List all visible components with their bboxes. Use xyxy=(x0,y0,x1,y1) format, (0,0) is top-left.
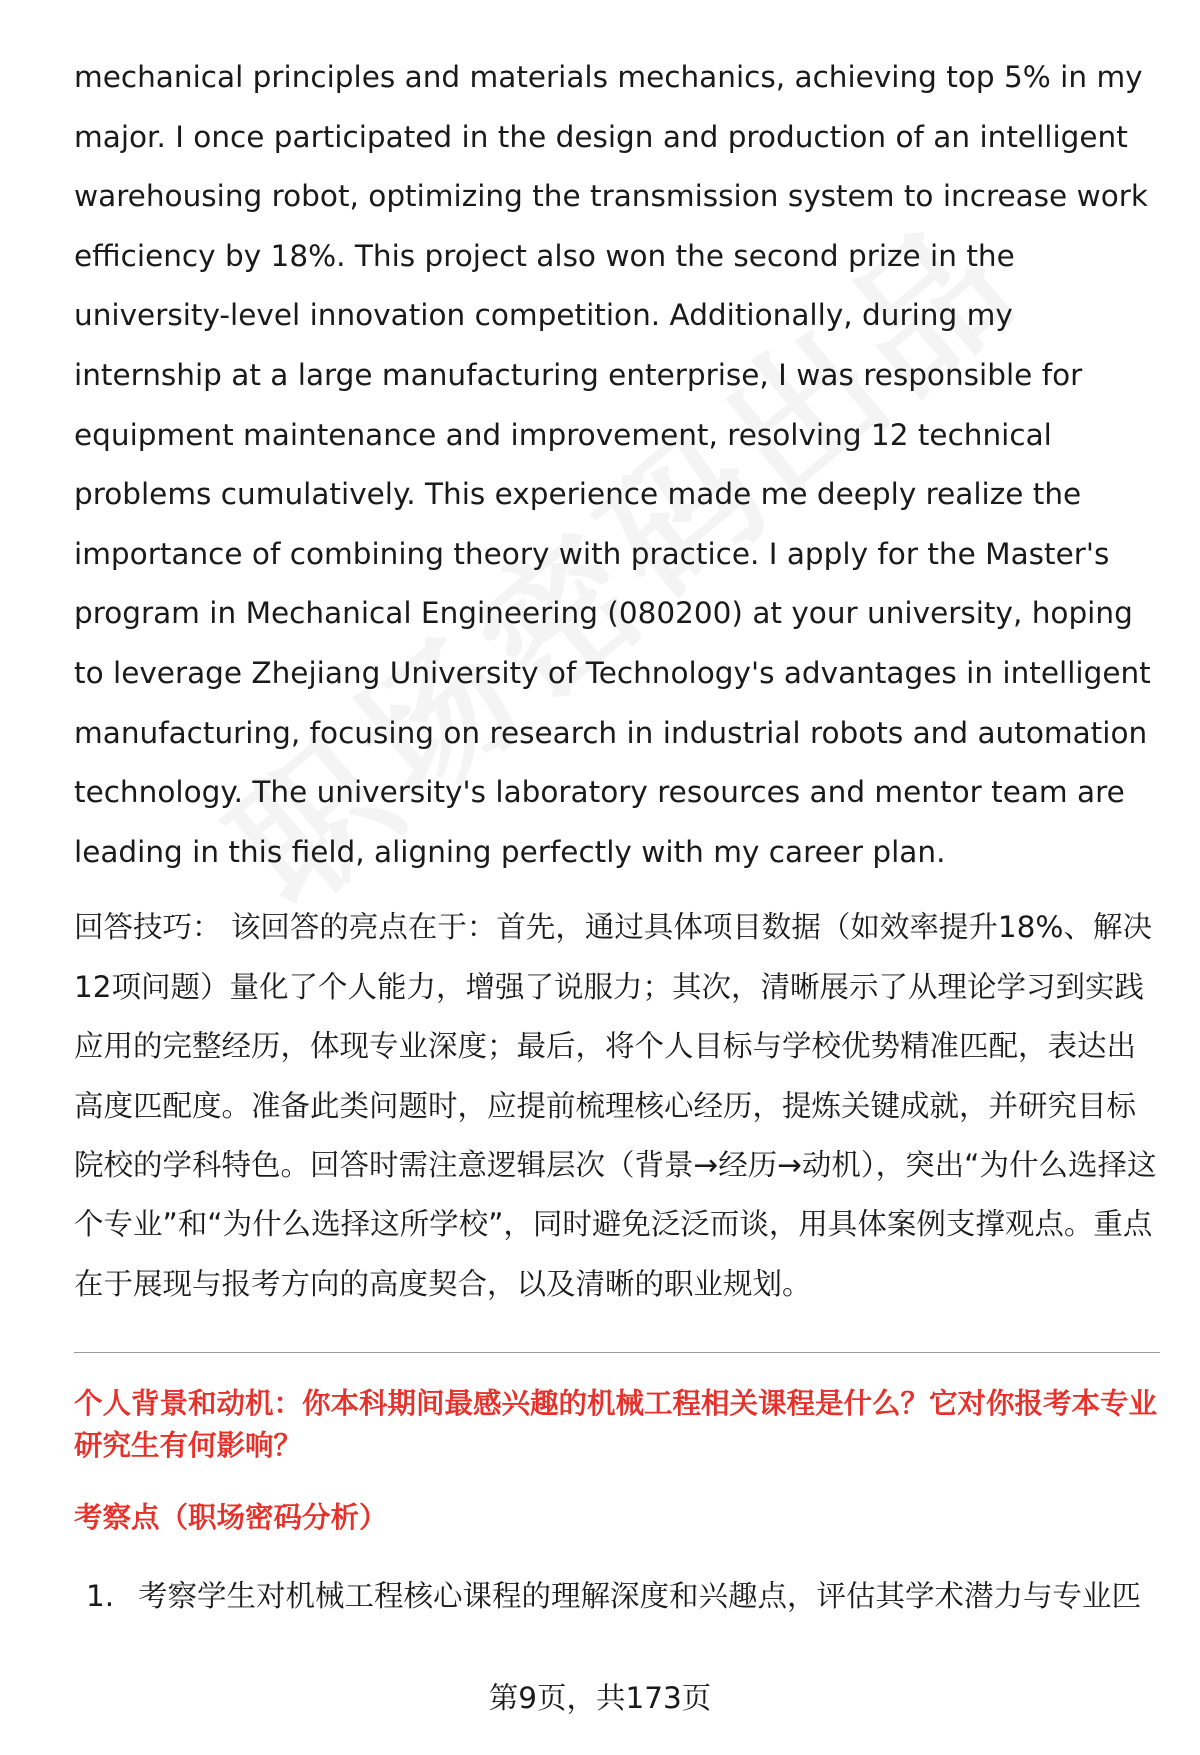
page-content xyxy=(74,48,1160,1617)
tips-label: 回答技巧： xyxy=(74,910,222,945)
answer-tips xyxy=(74,898,1160,1314)
page-footer: 第9页，共173页 xyxy=(488,1681,712,1715)
list-item xyxy=(74,1575,1160,1617)
tips-text: 该回答的亮点在于：首先，通过具体项目数据（如效率提升18%、解决12项问题）量化了个人能力，增强了说服力；其次，清晰展示了从理论学习到实践应用的完整经历，体现专业深度；最后，将个人目标与学校优势精准匹配，表达出高度匹配度。准备此类问题时，应提前梳理核心经历，提炼关键成就，并研究目标院校的学科特色。回答时需注意逻辑层次（背景→经历→动机），突出“为什么选择这个专业”和“为什么选择这所学校”，同时避免泛泛而谈，用具体案例支撑观点。重点在于展现与报考方向的高度契合，以及清晰的职业规划。 xyxy=(74,910,1157,1301)
list-item-number: 1. xyxy=(86,1579,115,1614)
section-divider xyxy=(74,1352,1160,1353)
analysis-list xyxy=(74,1575,1160,1617)
answer-paragraph: mechanical principles and materials mechanics, achieving top 5% in my major. I once participated in the design and production of an intelligent warehousing robot, optimizing the transmission system to increase work efficiency by 18%. This project also won the second prize in the university-level innovation competition. Additionally, during my internship at a large manufacturing enterprise, I was responsible for equipment maintenance and improvement, resolving 12 technical problems cumulatively. This experience made me deeply realize the importance of combining theory with practice. I apply for the Master's program in Mechanical Engineering (080200) at your university, hoping to leverage Zhejiang University of Technology's advantages in intelligent manufacturing, focusing on research in industrial robots and automation technology. The university's laboratory resources and mentor team are leading in this field, aligning perfectly with my career plan. xyxy=(74,60,1151,869)
section-title: 考察点（职场密码分析） xyxy=(74,1501,388,1535)
question-heading: 个人背景和动机：你本科期间最感兴趣的机械工程相关课程是什么？它对你报考本专业研究生有何影响？ xyxy=(74,1387,1158,1463)
list-item-text: 考察学生对机械工程核心课程的理解深度和兴趣点，评估其学术潜力与专业匹 xyxy=(138,1579,1142,1614)
